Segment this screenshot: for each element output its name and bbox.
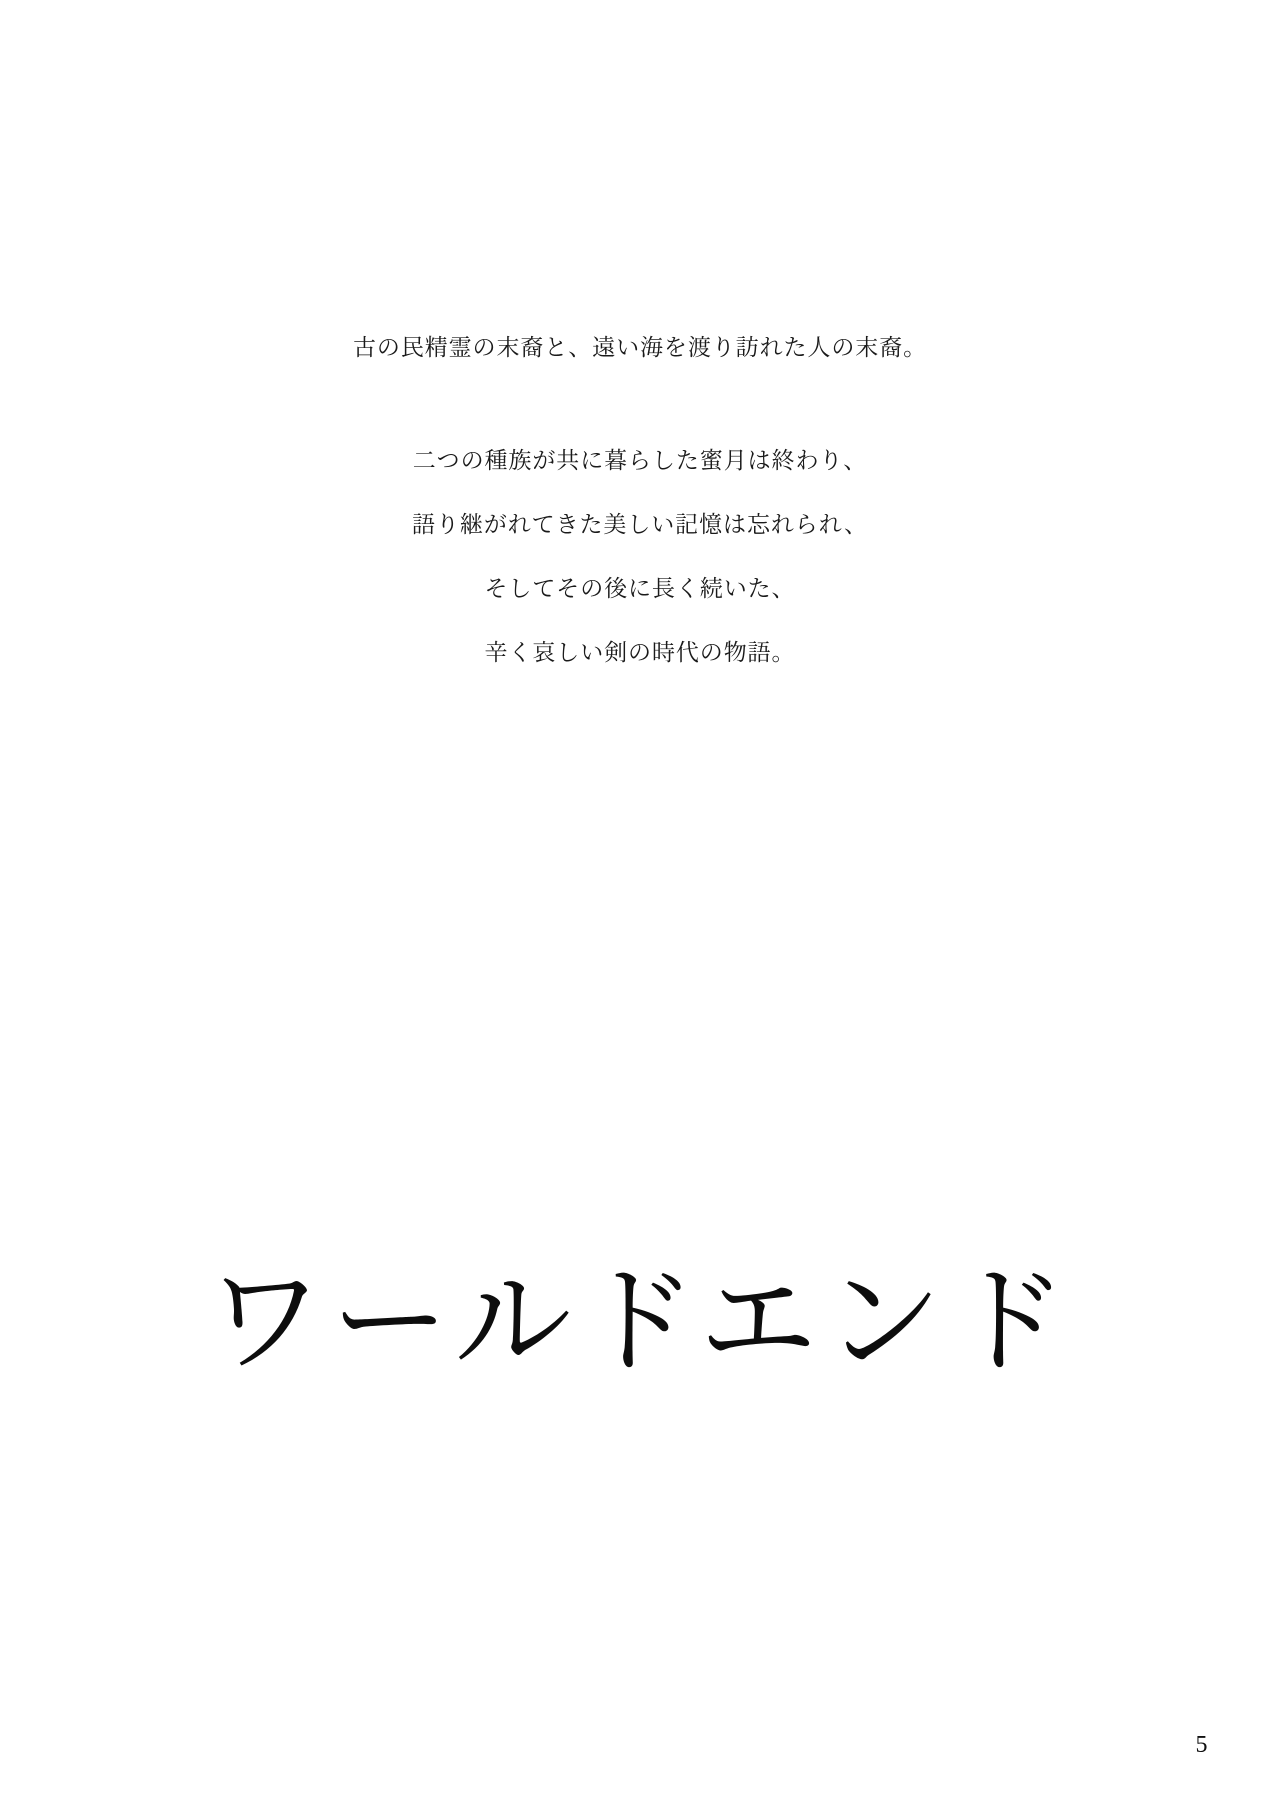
epigraph-lead-line: 古の民精霊の末裔と、遠い海を渡り訪れた人の末裔。 [352,335,928,360]
epigraph-line-3: そしてその後に長く続いた、 [484,575,796,601]
title-area [0,1255,1280,1391]
epigraph-line-2: 語り継がれてきた美しい記憶は忘れられ、 [412,511,868,537]
epigraph-block [0,330,1280,664]
page-title: ワールドエンド [205,1257,1075,1388]
epigraph-body [0,449,1280,664]
page-number: 5 [1195,1732,1208,1758]
epigraph-line-4: 辛く哀しい剣の時代の物語。 [484,639,796,665]
epigraph-line-1: 二つの種族が共に暮らした蜜月は終わり、 [412,447,868,473]
